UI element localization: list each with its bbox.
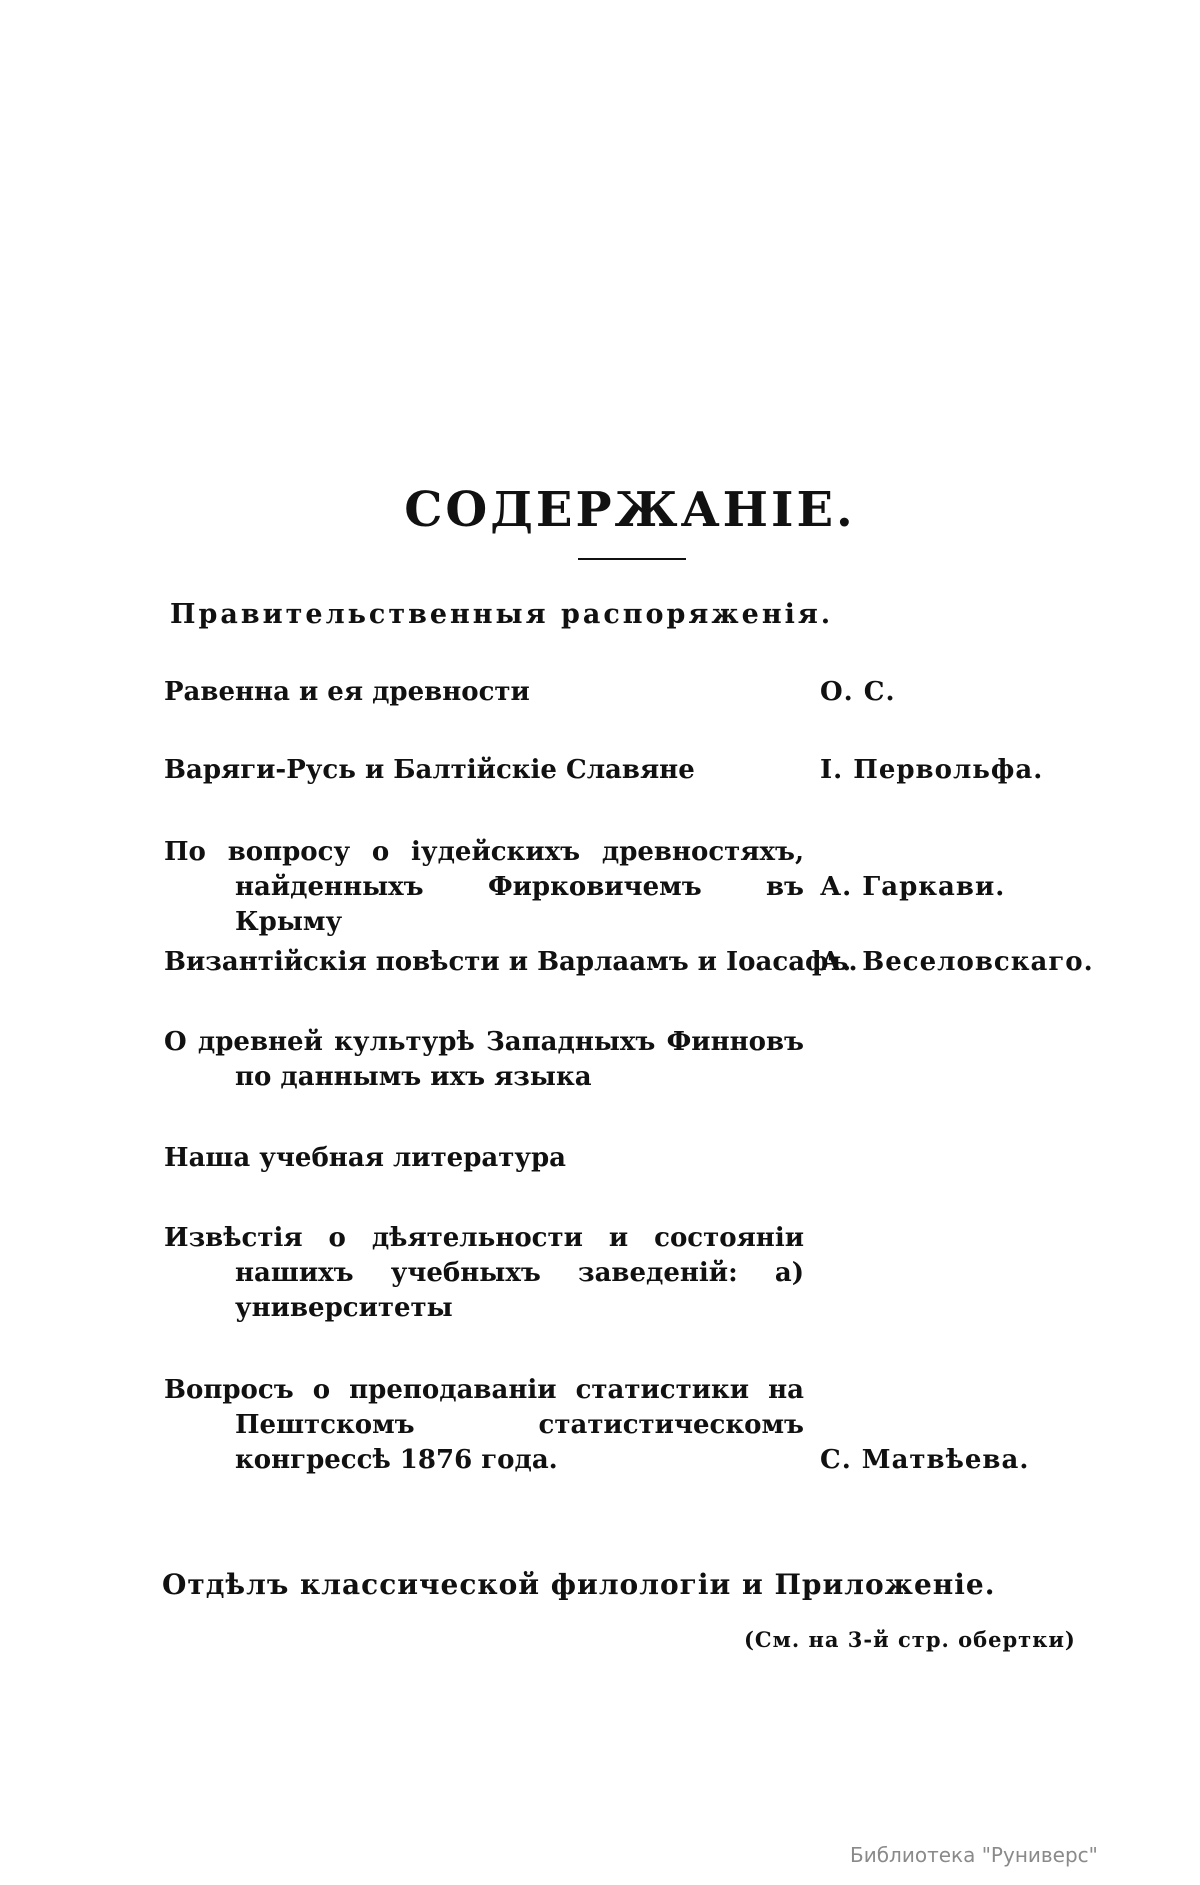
entry-title: Наша учебная литература [164,1143,567,1173]
title-divider [578,558,686,560]
entry-title: Извѣстія о дѣятельности и состояніи нашихъ учебныхъ заведеній: а) университеты [164,1223,804,1323]
cover-reference-note: (См. на 3-й стр. обертки) [744,1627,1076,1652]
entry-author: О. С. [820,677,896,707]
entry-title: По вопросу о іудейскихъ древностяхъ, найденныхъ Фирковичемъ въ Крыму [164,837,804,937]
government-orders-heading: Правительственныя распоряженія. [170,599,834,630]
entry-author: А. Гаркави. [820,872,1006,902]
entry-title: Равенна и ея древности [164,677,530,707]
page-title: СОДЕРЖАНІЕ. [404,482,856,538]
entry-author: І. Первольфа. [820,755,1044,785]
entry-title: Вопросъ о преподаваніи статистики на Пештскомъ статистическомъ конгрессѣ 1876 года. [164,1375,804,1475]
entry-title: О древней культурѣ Западныхъ Финновъ по даннымъ ихъ языка [164,1027,804,1092]
entry-title: Византійскія повѣсти и Варлаамъ и Іоасафъ. [164,947,858,977]
library-watermark: Библиотека "Руниверс" [850,1843,1098,1867]
entry-author: А. Веселовскаго. [820,947,1094,977]
classical-philology-section-heading: Отдѣлъ классической филологіи и Приложеніе. [162,1568,996,1601]
entry-title: Варяги-Русь и Балтійскіе Славяне [164,755,695,785]
entry-author: С. Матвѣева. [820,1445,1030,1475]
